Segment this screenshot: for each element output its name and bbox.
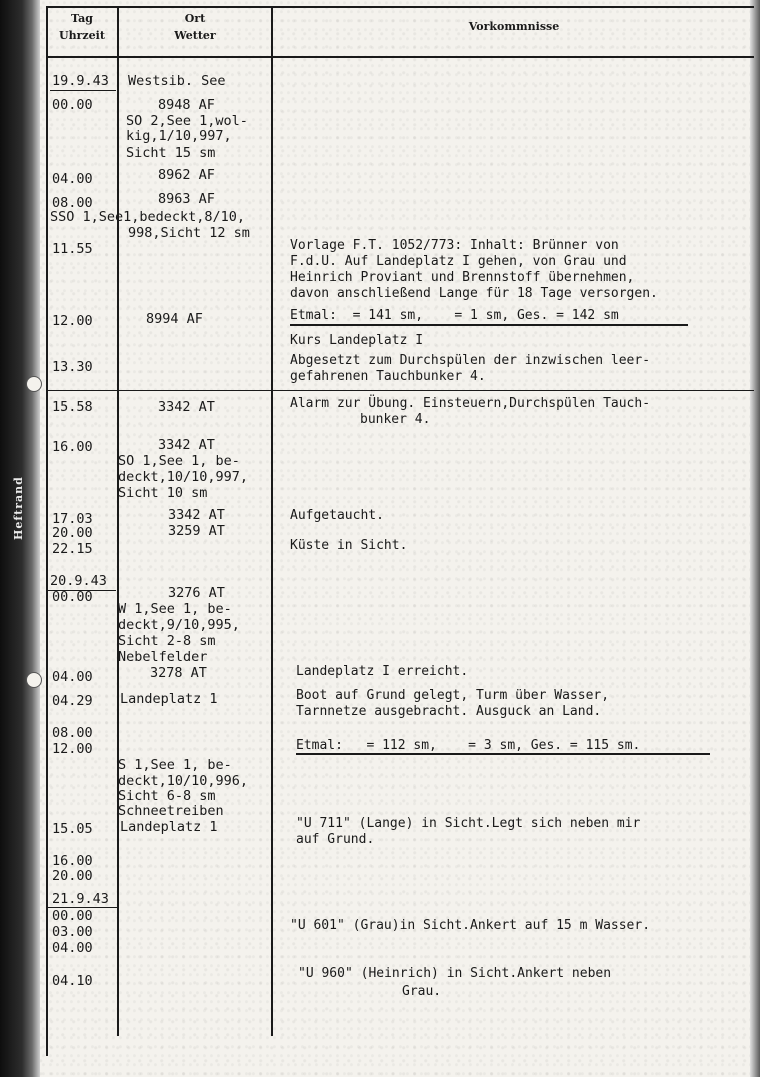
time-cell: 04.29 <box>52 693 93 709</box>
event-text: "U 960" (Heinrich) in Sicht.Ankert neben <box>298 966 612 981</box>
time-cell: 20.00 <box>52 868 93 884</box>
place-cell: 3342 AT <box>158 437 215 453</box>
place-cell: Landeplatz 1 <box>120 691 218 707</box>
weather-cell: SO 1,See 1, be- <box>118 453 240 469</box>
event-text: Heinrich Proviant und Brennstoff übernehmen, <box>290 270 635 285</box>
time-cell: 04.00 <box>52 940 93 956</box>
weather-cell: deckt,9/10,995, <box>118 617 240 633</box>
column-divider <box>271 6 273 1036</box>
weather-cell: Sicht 15 sm <box>126 145 216 161</box>
time-cell: 22.15 <box>52 541 93 557</box>
etmal-underline <box>290 324 688 326</box>
section-divider <box>46 390 754 391</box>
event-text: davon anschließend Lange für 18 Tage versorgen. <box>290 286 658 301</box>
time-cell: 00.00 <box>52 97 93 113</box>
margin-label: Heftrand <box>12 476 25 540</box>
event-text: Kurs Landeplatz I <box>290 333 424 348</box>
time-cell: 16.00 <box>52 853 93 869</box>
place-cell: 3259 AT <box>168 523 225 539</box>
place-cell: Westsib. See <box>128 73 226 89</box>
time-cell: 20.00 <box>52 525 93 541</box>
weather-cell: deckt,10/10,997, <box>118 469 249 485</box>
time-cell: 13.30 <box>52 359 93 375</box>
weather-cell: W 1,See 1, be- <box>118 601 232 617</box>
event-text: bunker 4. <box>360 412 431 427</box>
table-top-border <box>46 6 754 8</box>
place-cell: 3276 AT <box>168 585 225 601</box>
event-text: Abgesetzt zum Durchspülen der inzwischen leer- <box>290 353 651 368</box>
weather-cell: Sicht 10 sm <box>118 485 208 501</box>
header-bottom-border <box>46 56 754 58</box>
binding-hole <box>26 672 42 688</box>
event-text: Alarm zur Übung. Einsteuern,Durchspülen Tauch- <box>290 396 651 411</box>
etmal-text: Etmal: = 112 sm, = 3 sm, Ges. = 115 sm. <box>296 738 641 753</box>
etmal-underline <box>296 753 710 755</box>
weather-cell: Sicht 6-8 sm <box>118 788 216 804</box>
event-text: Vorlage F.T. 1052/773: Inhalt: Brünner von <box>290 238 619 253</box>
weather-cell: S 1,See 1, be- <box>118 757 232 773</box>
weather-cell: 998,Sicht 12 sm <box>128 225 250 241</box>
time-cell: 00.00 <box>52 589 93 605</box>
event-text: "U 711" (Lange) in Sicht.Legt sich neben mir <box>296 816 641 831</box>
time-cell: 04.00 <box>52 669 93 685</box>
event-text: Boot auf Grund gelegt, Turm über Wasser, <box>296 688 610 703</box>
weather-cell: Schneetreiben <box>118 803 224 819</box>
place-cell: 8962 AF <box>158 167 215 183</box>
time-cell: 15.05 <box>52 821 93 837</box>
place-cell: 8963 AF <box>158 191 215 207</box>
date-cell: 20.9.43 <box>50 573 107 589</box>
event-text: auf Grund. <box>296 832 375 847</box>
event-text: "U 601" (Grau)in Sicht.Ankert auf 15 m Wasser. <box>290 918 651 933</box>
scan-edge-shadow-right <box>750 0 760 1077</box>
place-cell: 3342 AT <box>158 399 215 415</box>
header-place: Ort Wetter <box>174 12 216 42</box>
event-text: Küste in Sicht. <box>290 538 408 553</box>
weather-cell: Sicht 2-8 sm <box>118 633 216 649</box>
binding-hole <box>26 376 42 392</box>
date-underline <box>50 90 116 91</box>
header-events: Vorkommnisse <box>468 20 560 33</box>
time-cell: 08.00 <box>52 725 93 741</box>
table-left-border <box>46 6 48 1056</box>
time-cell: 11.55 <box>52 241 93 257</box>
event-text: Tarnnetze ausgebracht. Ausguck an Land. <box>296 704 602 719</box>
time-cell: 04.00 <box>52 171 93 187</box>
time-cell: 04.10 <box>52 973 93 989</box>
event-text: F.d.U. Auf Landeplatz I gehen, von Grau und <box>290 254 627 269</box>
etmal-text: Etmal: = 141 sm, = 1 sm, Ges. = 142 sm <box>290 308 619 323</box>
weather-cell: Nebelfelder <box>118 649 208 665</box>
time-cell: 12.00 <box>52 741 93 757</box>
place-cell: 3278 AT <box>150 665 207 681</box>
time-cell: 08.00 <box>52 195 93 211</box>
place-cell: Landeplatz 1 <box>120 819 218 835</box>
event-text: gefahrenen Tauchbunker 4. <box>290 369 486 384</box>
time-cell: 00.00 <box>52 908 93 924</box>
event-text: Landeplatz I erreicht. <box>296 664 469 679</box>
weather-cell: kig,1/10,997, <box>126 128 232 144</box>
place-cell: 8948 AF <box>158 97 215 113</box>
time-cell: 03.00 <box>52 924 93 940</box>
weather-cell: deckt,10/10,996, <box>118 773 249 789</box>
time-cell: 16.00 <box>52 439 93 455</box>
place-cell: 3342 AT <box>168 507 225 523</box>
column-divider <box>117 6 119 1036</box>
time-cell: 15.58 <box>52 399 93 415</box>
place-cell: 8994 AF <box>146 311 203 327</box>
event-text: Grau. <box>402 984 442 999</box>
date-cell: 19.9.43 <box>52 73 109 89</box>
weather-cell: SO 2,See 1,wol- <box>126 113 248 129</box>
time-cell: 17.03 <box>52 511 93 527</box>
header-time: Tag Uhrzeit <box>59 12 105 42</box>
time-cell: 12.00 <box>52 313 93 329</box>
event-text: Aufgetaucht. <box>290 508 384 523</box>
weather-cell: SSO 1,See1,bedeckt,8/10, <box>50 209 246 225</box>
date-cell: 21.9.43 <box>52 891 109 907</box>
